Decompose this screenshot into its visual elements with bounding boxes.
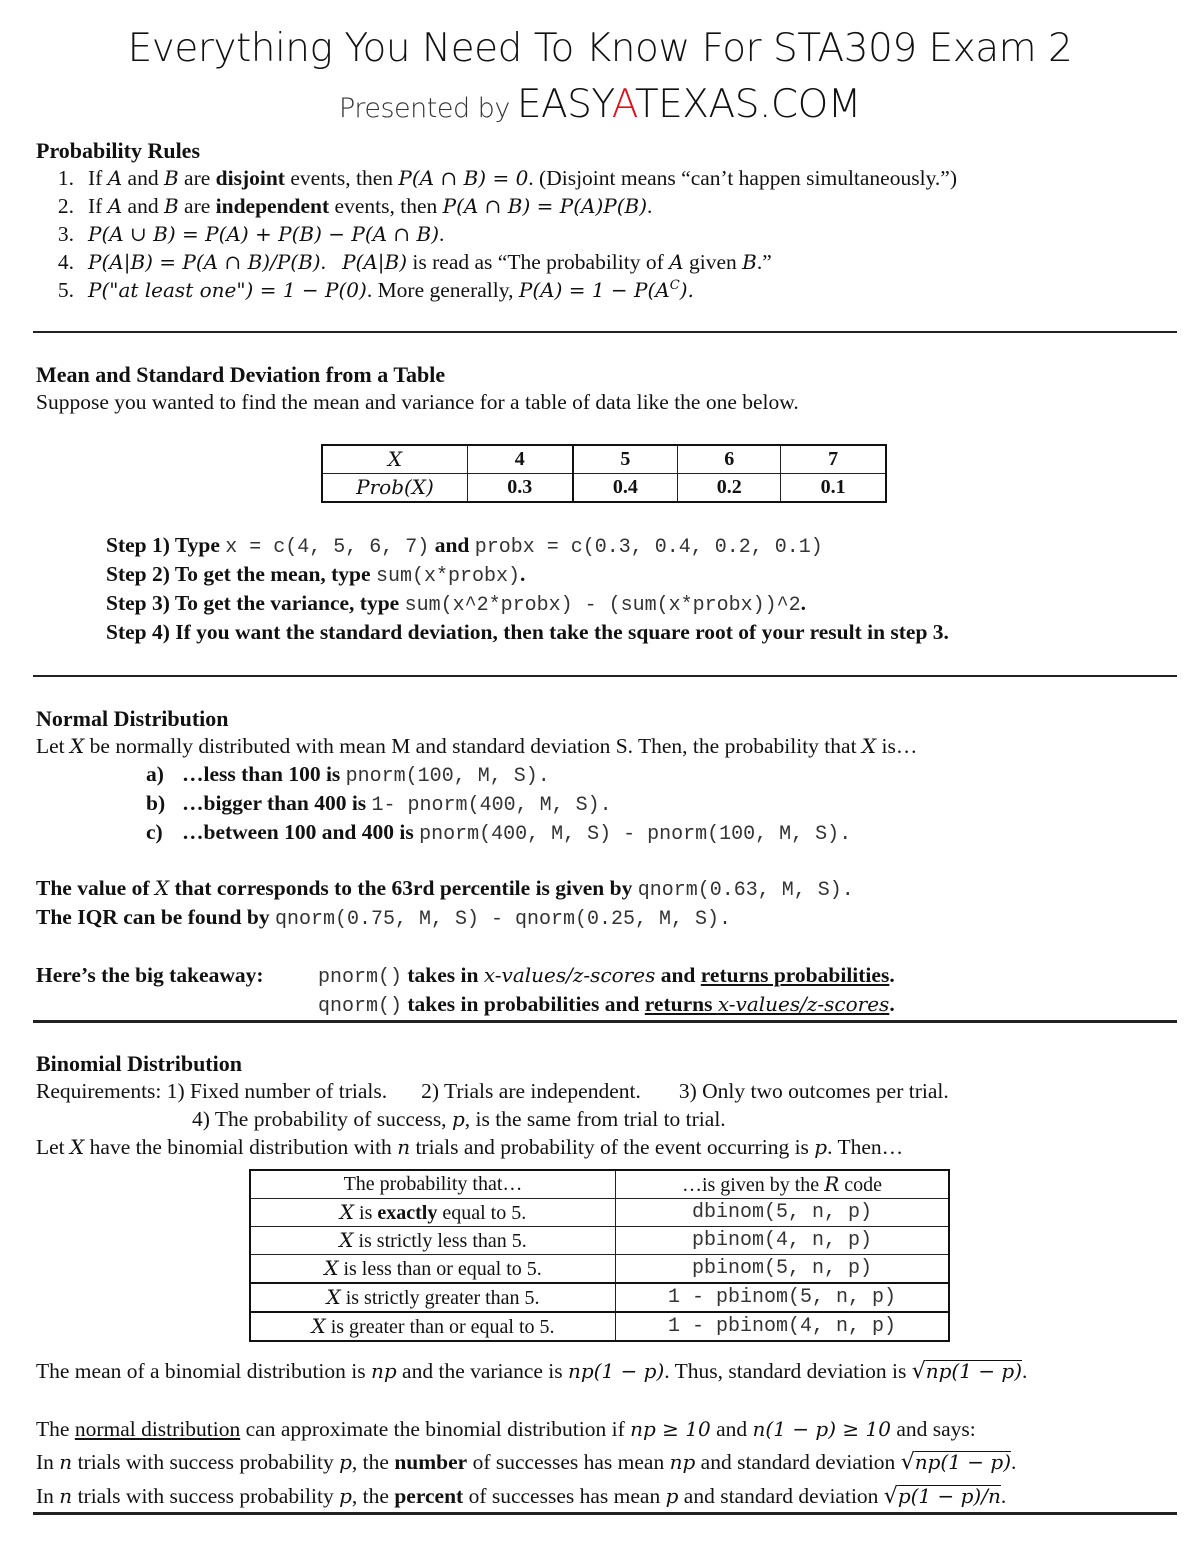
math-var: B	[163, 194, 179, 218]
math-term: x-values/z-scores	[483, 963, 656, 987]
math-var: X	[324, 1256, 339, 1280]
rule-item-2	[36, 194, 652, 219]
math-formula: P("at least one") = 1 − P(0)	[88, 278, 367, 303]
table-cell: 7	[781, 445, 886, 474]
text: . (Disjoint means “can’t happen simultaneously.”)	[528, 166, 957, 190]
page-subtitle	[0, 82, 1200, 127]
math-term: np	[669, 1450, 696, 1474]
bold-term: independent	[215, 194, 330, 218]
math-formula: P(A|B)	[342, 250, 408, 274]
step-label: Step 3) To get the variance, type	[106, 591, 405, 615]
math-term: np(1 − p)	[914, 1450, 1012, 1474]
table-cell-code: 1 - pbinom(5, n, p)	[616, 1283, 950, 1312]
rule-number: 5.	[57, 278, 74, 303]
text: .	[719, 908, 732, 931]
text: can approximate the binomial distribution if	[240, 1417, 631, 1441]
math-var: X	[70, 1135, 85, 1159]
text: equal to 5.	[437, 1202, 527, 1224]
step-label: Step 2) To get the mean, type	[106, 562, 376, 586]
prob-label: Prob(X)	[356, 475, 434, 499]
requirement: 2) Trials are independent.	[421, 1079, 641, 1103]
iqr-line	[36, 905, 731, 931]
code: qnorm(0.75, M, S) - qnorm(0.25, M, S)	[274, 908, 720, 931]
math-var: X	[70, 734, 85, 758]
code: x = c(4, 5, 6, 7)	[225, 536, 430, 559]
text: .	[889, 963, 895, 987]
text: takes in	[402, 963, 484, 987]
text: and says:	[890, 1417, 976, 1441]
math-var: p	[451, 1107, 465, 1131]
normal-approx-line	[36, 1417, 976, 1442]
code: 1- pnorm(400, M, S)	[371, 794, 600, 817]
requirement-4	[192, 1107, 726, 1132]
percent-successes-line	[36, 1484, 1006, 1509]
table-cell	[250, 1227, 616, 1255]
math-var: X	[311, 1314, 326, 1338]
text: , the	[351, 1484, 395, 1508]
code: qnorm()	[318, 995, 403, 1018]
text: If	[88, 166, 108, 190]
text: , the	[351, 1450, 395, 1474]
text: is less than or equal to 5.	[338, 1258, 542, 1280]
math-var: X	[339, 1228, 354, 1252]
math-var: X	[154, 876, 170, 900]
step-label: Step 1) Type	[106, 533, 226, 557]
math-var: p	[665, 1484, 679, 1508]
rule-item-1	[36, 166, 957, 191]
section-divider	[33, 1020, 1177, 1023]
code: sum(x^2*probx) - (sum(x*probx))^2	[404, 594, 801, 617]
text: The IQR can be found by	[36, 905, 275, 929]
normal-item-a	[146, 762, 550, 788]
table-cell: 0.2	[678, 474, 781, 503]
text: have the binomial distribution with	[84, 1135, 398, 1159]
sqrt-icon: √	[911, 1359, 926, 1384]
text: .	[841, 879, 854, 902]
text: . More generally,	[366, 278, 519, 303]
step-4: Step 4) If you want the standard deviation, then take the square root of your result in step 3.	[106, 620, 949, 644]
text: In	[36, 1484, 60, 1508]
text: is	[354, 1202, 378, 1224]
math-term: np ≥ 10	[630, 1417, 711, 1441]
requirements-line	[36, 1079, 949, 1104]
math-var: B	[742, 250, 757, 274]
text: .	[647, 194, 653, 218]
text: is greater than or equal to 5.	[325, 1316, 555, 1338]
table-cell-code: 1 - pbinom(4, n, p)	[616, 1312, 950, 1341]
table-header: The probability that…	[250, 1170, 616, 1199]
requirements-label: Requirements:	[36, 1079, 167, 1103]
math-var: p	[339, 1450, 352, 1474]
math-term: np	[370, 1359, 397, 1383]
rule-number: 1.	[57, 166, 74, 190]
code: pnorm(100, M, S)	[345, 765, 538, 788]
table-cell	[250, 1312, 616, 1341]
x-label: X	[387, 447, 403, 471]
text: and the variance is	[396, 1359, 568, 1383]
takeaway-label: Here’s the big takeaway:	[36, 963, 264, 987]
text: If	[88, 194, 108, 218]
bold-term: disjoint	[215, 166, 285, 190]
code: pnorm()	[318, 966, 403, 989]
step-2	[106, 562, 525, 588]
text: .	[599, 794, 612, 817]
sqrt-icon: √	[900, 1450, 915, 1475]
text: of successes has mean	[463, 1484, 666, 1508]
brand-logo	[517, 82, 861, 127]
math-term: np(1 − p)	[568, 1359, 665, 1383]
text: . Then…	[827, 1135, 904, 1159]
code: pnorm(400, M, S) - pnorm(100, M, S)	[419, 823, 840, 846]
normal-heading: Normal Distribution	[36, 706, 229, 731]
table-cell-code: pbinom(5, n, p)	[616, 1255, 950, 1284]
rule-number: 4.	[57, 250, 74, 274]
text: The mean of a binomial distribution is	[36, 1359, 371, 1383]
text: Let	[36, 734, 71, 758]
text: of successes has mean	[467, 1450, 670, 1474]
normal-intro	[36, 734, 917, 759]
code: qnorm(0.63, M, S)	[637, 879, 842, 902]
step-1	[106, 533, 823, 559]
math-var: B	[163, 166, 179, 190]
math-var: n	[59, 1450, 73, 1474]
table-row	[322, 474, 886, 503]
table-cell: 0.1	[781, 474, 886, 503]
table-cell: 5	[573, 445, 678, 474]
text: 4) The probability of success,	[192, 1107, 452, 1131]
math-formula: P(A ∩ B) = P(A)P(B)	[442, 194, 648, 218]
binomial-table	[249, 1169, 950, 1342]
table-cell: 0.4	[573, 474, 678, 503]
text: that corresponds to the 63rd percentile is given by	[169, 876, 638, 900]
text: events, then	[329, 194, 443, 218]
table-row	[250, 1255, 949, 1284]
text: .	[839, 823, 852, 846]
rule-item-3	[36, 222, 444, 247]
binomial-mean-line	[36, 1359, 1027, 1384]
math-formula: ).	[679, 278, 694, 303]
text: …between 100 and 400 is	[182, 820, 420, 844]
underlined-text: normal distribution	[74, 1417, 241, 1441]
item-letter: c)	[146, 820, 163, 844]
table-cell	[250, 1199, 616, 1227]
math-var: A	[107, 194, 123, 218]
text: .	[800, 591, 807, 615]
brand-pre: EASY	[516, 82, 612, 127]
table-cell-code: dbinom(5, n, p)	[616, 1199, 950, 1227]
rule-number: 2.	[57, 194, 74, 218]
binomial-heading: Binomial Distribution	[36, 1051, 242, 1076]
table-cell-header	[322, 445, 468, 474]
code: sum(x*probx)	[375, 565, 520, 588]
text: and	[655, 963, 701, 987]
table-row	[250, 1227, 949, 1255]
text: are	[178, 194, 216, 218]
text: be normally distributed with mean M and standard deviation S. Then, the probability that	[84, 734, 862, 758]
math-var: X	[339, 1200, 355, 1224]
math-var: X	[326, 1285, 341, 1309]
text: are	[178, 166, 216, 190]
rule-item-4	[36, 250, 772, 275]
text: and standard deviation	[695, 1450, 901, 1474]
item-letter: a)	[146, 762, 164, 786]
text: .	[1011, 1450, 1017, 1474]
requirement: 3) Only two outcomes per trial.	[678, 1079, 949, 1103]
mean-sd-heading: Mean and Standard Deviation from a Table	[36, 362, 446, 387]
table-header-row	[250, 1170, 949, 1199]
text: .	[1000, 1484, 1007, 1508]
math-var: A	[669, 250, 684, 274]
text: …is given by the	[681, 1174, 825, 1196]
text: …less than 100 is	[182, 762, 346, 786]
text: and	[122, 194, 164, 218]
step-3	[106, 591, 806, 617]
text: and	[122, 166, 164, 190]
math-var: p	[814, 1135, 828, 1159]
underlined-text	[645, 992, 890, 1016]
math-var: R	[824, 1172, 840, 1196]
text: , is the same from trial to trial.	[464, 1107, 726, 1131]
text: is…	[876, 734, 918, 758]
bold-term: percent	[394, 1484, 464, 1508]
rule-item-5	[36, 278, 694, 303]
text: . Thus, standard deviation is	[664, 1359, 912, 1383]
table-cell-header	[322, 474, 468, 503]
math-sup: C	[669, 278, 680, 293]
text: trials with success probability	[72, 1484, 340, 1508]
table-cell: 6	[678, 445, 781, 474]
text: events, then	[284, 166, 399, 190]
text: .	[320, 250, 326, 274]
math-var: A	[107, 166, 123, 190]
takeaway-line-1	[318, 963, 895, 989]
rule-number: 3.	[57, 222, 74, 246]
math-var: p	[339, 1484, 352, 1508]
table-cell: 4	[468, 445, 573, 474]
math-formula: P(A|B) = P(A ∩ B)/P(B)	[88, 250, 321, 274]
percentile-line	[36, 876, 854, 902]
table-cell-code: pbinom(4, n, p)	[616, 1227, 950, 1255]
brand-post: TEXAS.COM	[634, 82, 861, 127]
table-row	[250, 1199, 949, 1227]
table-cell	[250, 1283, 616, 1312]
number-successes-line	[36, 1450, 1016, 1475]
table-cell	[250, 1255, 616, 1284]
code: probx = c(0.3, 0.4, 0.2, 0.1)	[474, 536, 823, 559]
text: Let	[36, 1135, 71, 1159]
table-row	[322, 445, 886, 474]
mean-sd-intro: Suppose you wanted to find the mean and variance for a table of data like the one below.	[36, 390, 799, 414]
text: is read as “The probability of	[407, 250, 670, 274]
text: .	[537, 765, 550, 788]
text: code	[839, 1174, 883, 1196]
text: given	[683, 250, 743, 274]
brand-accent: A	[611, 82, 635, 127]
text: .	[439, 222, 445, 246]
math-var: n	[59, 1484, 73, 1508]
text: The	[36, 1417, 75, 1441]
table-row	[250, 1283, 949, 1312]
text: The value of	[36, 876, 155, 900]
table-row	[250, 1312, 949, 1341]
table-header	[616, 1170, 950, 1199]
math-formula: P(A) = 1 − P(A	[518, 278, 670, 303]
bold-term: exactly	[377, 1202, 438, 1224]
prob-table	[321, 444, 887, 503]
text: is strictly less than 5.	[353, 1230, 527, 1252]
math-formula: P(A ∪ B) = P(A) + P(B) − P(A ∩ B)	[88, 222, 440, 246]
text: returns	[644, 992, 718, 1016]
math-term: np(1 − p)	[925, 1359, 1023, 1383]
bold-term: number	[394, 1450, 468, 1474]
text: is strictly greater than 5.	[340, 1287, 540, 1309]
binomial-intro	[36, 1135, 903, 1160]
math-term: p(1 − p)/n	[897, 1484, 1001, 1508]
text: trials with success probability	[72, 1450, 340, 1474]
requirement: 1) Fixed number of trials.	[166, 1079, 388, 1103]
presented-by-label: Presented by	[339, 93, 510, 124]
text: and	[710, 1417, 753, 1441]
math-term: x-values/z-scores	[717, 992, 890, 1016]
math-term: n(1 − p) ≥ 10	[752, 1417, 891, 1441]
text: and	[429, 533, 475, 557]
math-var: X	[861, 734, 877, 758]
text: …bigger than 400 is	[182, 791, 372, 815]
takeaway-line-2	[318, 992, 895, 1018]
math-formula: P(A ∩ B) = 0	[398, 166, 529, 190]
text: In	[36, 1450, 60, 1474]
item-letter: b)	[146, 791, 166, 815]
page-title: Everything You Need To Know For STA309 Exam 2	[127, 26, 1073, 71]
table-cell: 0.3	[468, 474, 573, 503]
text: trials and probability of the event occurring is	[410, 1135, 815, 1159]
underlined-text: returns probabilities	[700, 963, 890, 987]
sqrt-icon: √	[883, 1484, 898, 1509]
normal-item-b	[146, 791, 612, 817]
section-divider	[33, 331, 1177, 333]
section-divider	[33, 1512, 1177, 1515]
text: .	[519, 562, 526, 586]
text: and standard deviation	[678, 1484, 884, 1508]
text: .	[889, 992, 895, 1016]
normal-item-c	[146, 820, 851, 846]
text: takes in probabilities and	[402, 992, 645, 1016]
text: .	[1022, 1359, 1028, 1383]
text: .”	[756, 250, 772, 274]
section-divider	[33, 675, 1177, 677]
math-var: n	[397, 1135, 411, 1159]
probability-rules-heading: Probability Rules	[36, 138, 201, 163]
